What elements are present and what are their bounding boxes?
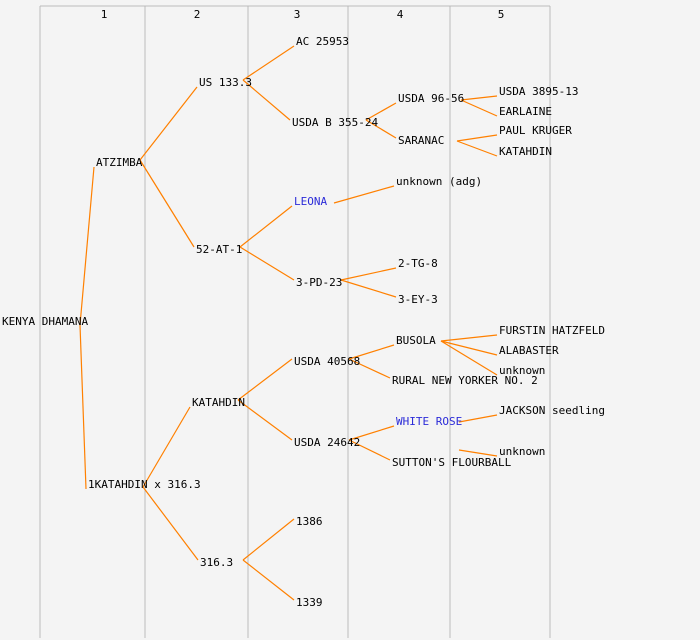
node-alabaster: ALABASTER [499,344,559,357]
branch-line-0 [80,167,94,325]
node-paulkruger: PAUL KRUGER [499,124,572,137]
branch-lines [80,46,497,600]
node-katahdin5: KATAHDIN [499,145,552,158]
branch-line-13 [243,560,294,600]
node-atzimba: ATZIMBA [96,156,143,169]
node-katahdin: KATAHDIN [192,396,245,409]
node-earlaine: EARLAINE [499,105,552,118]
node-whiterose[interactable]: WHITE ROSE [396,415,463,428]
branch-line-10 [238,359,292,400]
node-kat316: 1KATAHDIN x 316.3 [88,478,201,491]
node-3ey3: 3-EY-3 [398,293,438,306]
generation-header-1: 1 [100,8,108,21]
branch-line-27 [441,335,497,341]
node-2tg8: 2-TG-8 [398,257,438,270]
node-usda9656: USDA 96-56 [398,92,465,105]
branch-line-24 [461,100,497,116]
branch-line-26 [457,141,497,156]
branch-line-23 [461,96,497,100]
branch-line-2 [140,87,197,160]
node-saranac: SARANAC [398,134,445,147]
generation-header-3: 3 [293,8,301,21]
node-rural: RURAL NEW YORKER NO. 2 [392,374,538,387]
branch-line-28 [441,341,497,355]
branch-line-25 [457,135,497,141]
node-3163: 316.3 [200,556,234,569]
node-busola: BUSOLA [396,334,436,347]
branch-line-1 [80,325,86,489]
node-52at1: 52-AT-1 [196,243,243,256]
generation-separators [40,6,550,638]
generation-header-5: 5 [497,8,505,21]
node-usdab355: USDA B 355-24 [292,116,379,129]
node-3pd23: 3-PD-23 [296,276,343,289]
node-usda24642: USDA 24642 [294,436,361,449]
branch-line-17 [341,268,396,280]
branch-line-12 [243,519,294,560]
branch-line-30 [459,415,497,422]
branch-line-18 [341,280,396,297]
node-usda40568: USDA 40568 [294,355,361,368]
node-usda3895: USDA 3895-13 [499,85,579,98]
node-n1386: 1386 [296,515,323,528]
branch-line-3 [140,160,194,247]
node-jackson: JACKSON seedling [499,404,605,417]
branch-line-16 [334,186,394,203]
node-furstin: FURSTIN HATZFELD [499,324,605,337]
node-unk1: unknown [499,364,546,377]
node-sutton: SUTTON'S FLOURBALL [392,456,512,469]
branch-line-29 [441,341,497,375]
node-unk2: unknown [499,445,546,458]
node-n1339: 1339 [296,596,323,609]
node-ac25953: AC 25953 [296,35,349,48]
node-leona[interactable]: LEONA [294,195,328,208]
node-root: KENYA DHAMANA [2,315,89,328]
branch-line-4 [243,46,294,80]
branch-line-8 [143,407,190,487]
generation-header-4: 4 [396,8,404,21]
branch-line-11 [238,400,292,440]
generation-header-2: 2 [193,8,201,21]
node-unkadg: unknown (adg) [396,175,483,188]
node-us1333: US 133.3 [199,76,252,89]
branch-line-9 [143,487,198,560]
